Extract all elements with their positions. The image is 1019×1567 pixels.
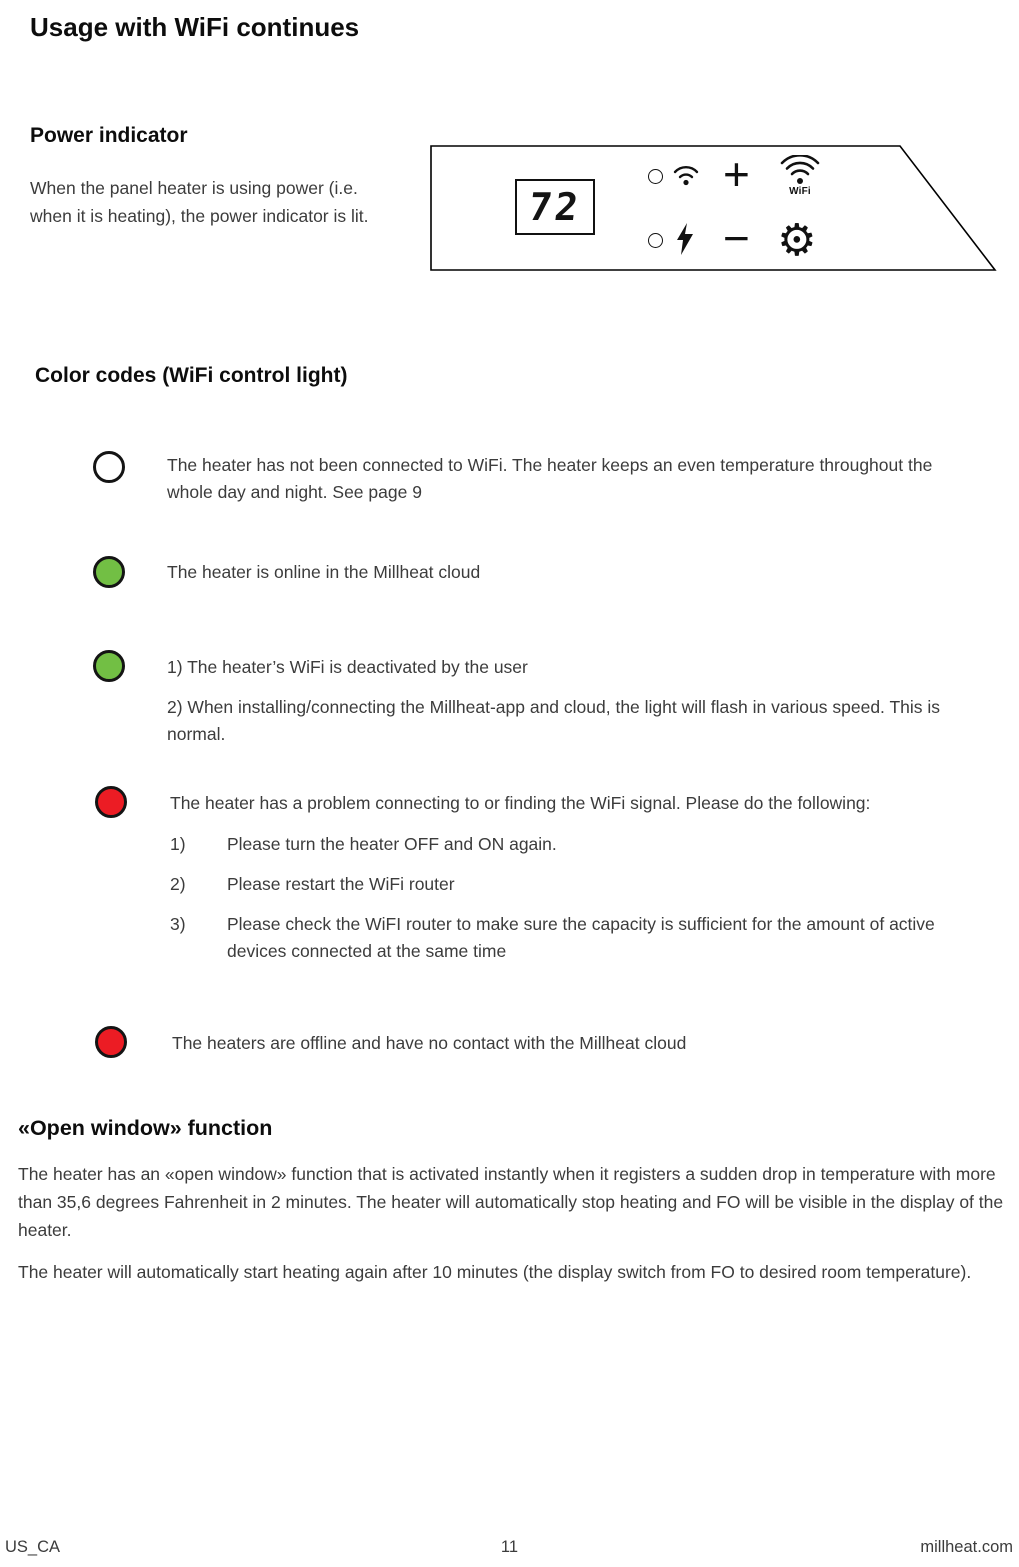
wifi-signal-icon: [670, 161, 702, 187]
problem-step-text: Please turn the heater OFF and ON again.: [227, 834, 557, 854]
problem-step-number: 3): [170, 914, 186, 934]
code-text-not-connected: The heater has not been connected to WiFi. The heater keeps an even temperature throughout the whole day and night. See page 9: [167, 455, 933, 502]
power-indicator-led: [648, 233, 663, 248]
problem-step-text: Please check the WiFI router to make sure the capacity is sufficient for the amount of active devices connected at the same time: [227, 914, 935, 961]
gear-icon: ⚙: [777, 215, 817, 266]
footer-region-code: US_CA: [5, 1538, 61, 1556]
lightning-bolt-icon: [676, 223, 694, 255]
temperature-value: 72: [526, 185, 584, 229]
open-window-paragraph-2: The heater will automatically start heating again after 10 minutes (the display switch from FO to desired room temperature).: [18, 1262, 972, 1282]
problem-step-text: Please restart the WiFi router: [227, 874, 455, 894]
minus-icon: −: [723, 212, 750, 264]
code-text-deactivated-line1: 1) The heater’s WiFi is deactivated by the user: [167, 657, 528, 677]
wifi-light-white: [93, 451, 125, 483]
temperature-display: [515, 179, 595, 235]
wifi-label: WiFi: [789, 186, 811, 197]
code-text-deactivated-line2: 2) When installing/connecting the Millheat-app and cloud, the light will flash in various speed. This is normal.: [167, 697, 941, 744]
code-text-problem-intro: The heater has a problem connecting to or finding the WiFi signal. Please do the following:: [170, 793, 871, 813]
wifi-light-green-solid: [93, 556, 125, 588]
wifi-light-red-offline: [95, 1026, 127, 1058]
wifi-indicator-led: [648, 169, 663, 184]
open-window-paragraph-1: The heater has an «open window» function that is activated instantly when it registers a sudden drop in temperature with more than 35,6 degrees Fahrenheit in 2 minutes. The heater will automatically stop heating and FO will be visible in the display of the heater.: [18, 1164, 1004, 1240]
code-text-offline: The heaters are offline and have no contact with the Millheat cloud: [172, 1033, 687, 1053]
open-window-heading: «Open window» function: [18, 1116, 273, 1140]
footer-website: millheat.com: [920, 1538, 1013, 1556]
power-indicator-paragraph: When the panel heater is using power (i.e. when it is heating), the power indicator is lit.: [30, 178, 369, 226]
footer-page-number: 11: [500, 1538, 519, 1556]
wifi-light-green-flashing: [93, 650, 125, 682]
color-codes-heading: Color codes (WiFi control light): [35, 364, 348, 387]
problem-step-number: 1): [170, 834, 186, 854]
problem-step-number: 2): [170, 874, 186, 894]
page-footer: [0, 1538, 1019, 1564]
wifi-antenna-icon: [778, 155, 822, 185]
wifi-light-red-problem: [95, 786, 127, 818]
page-title: Usage with WiFi continues: [30, 12, 360, 42]
wifi-button: [778, 155, 822, 197]
heater-control-panel-diagram: [430, 145, 1002, 272]
power-indicator-heading: Power indicator: [30, 124, 188, 147]
plus-icon: +: [723, 148, 750, 200]
code-text-online: The heater is online in the Millheat cloud: [167, 562, 481, 582]
